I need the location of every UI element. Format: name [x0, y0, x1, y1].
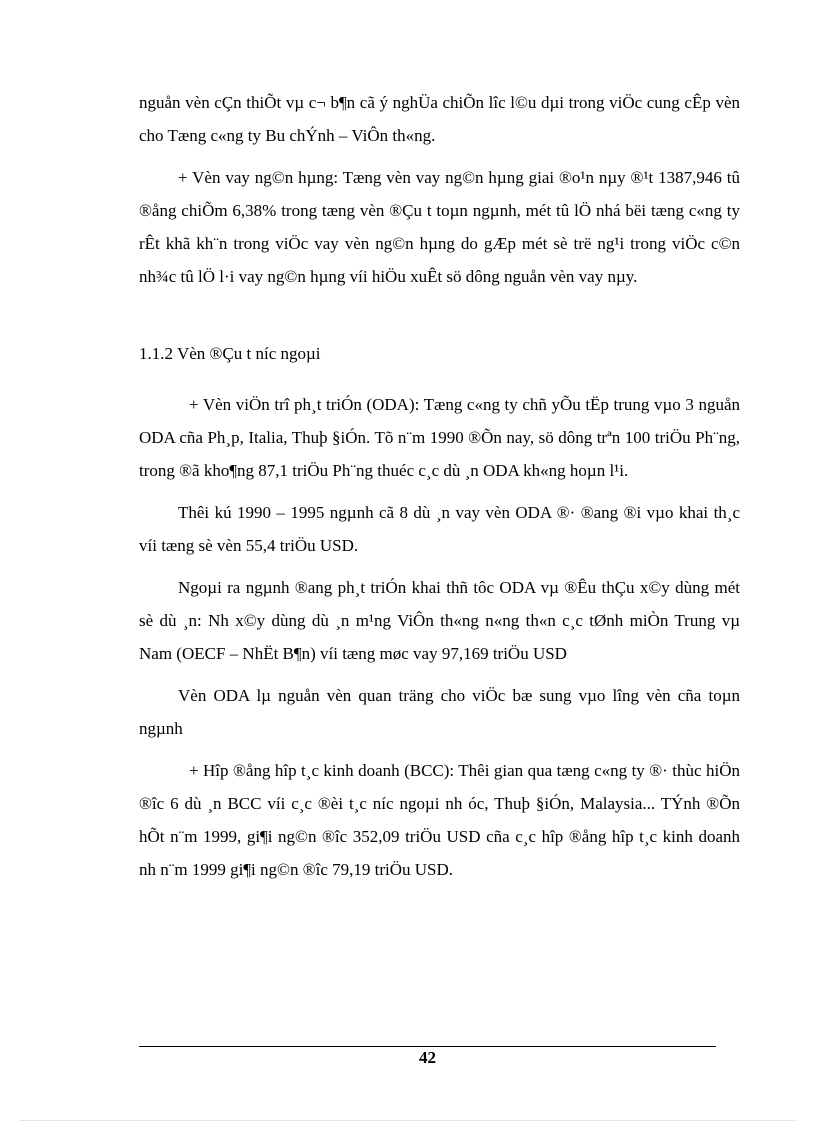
paragraph-bcc: + Hîp ®ång hîp t¸c kinh doanh (BCC): Thêi gian qua tæng c«ng ty ®· thùc hiÖn ®îc 6 dù ¸n BCC víi c¸c ®èi t¸c níc ngoµi nh óc, Thuþ §iÓn, Malaysia... TÝnh ®Õn hÕt n¨m 1999, gi¶i ng©n ®îc 352,09 triÖu USD cña c¸c hîp ®ång hîp t¸c kinh doanh nh n¨m 1999 gi¶i ng©n ®îc 79,19 triÖu USD.: [139, 761, 740, 879]
section-heading: 1.1.2 Vèn ®Çu t níc ngoµi: [139, 344, 321, 363]
footer-divider: [139, 1046, 716, 1047]
paragraph-bank-loans: + Vèn vay ng©n hµng: Tæng vèn vay ng©n hµng giai ®o¹n nµy ®¹t 1387,946 tû ®ång chiÕm 6,38% trong tæng vèn ®Çu t toµn ngµnh, mét tû lÖ nhá bëi tæng c«ng ty rÊt khã kh¨n trong viÖc vay vèn ng©n hµng do gÆp mét sè trë ng¹i trong viÖc c©n nh¾c tû lÖ l·i vay ng©n hµng víi hiÖu xuÊt sö dông nguån vèn vay nµy.: [139, 168, 740, 286]
paragraph-oda-procedures: Ngoµi ra ngµnh ®ang ph¸t triÓn khai thñ tôc ODA vµ ®Êu thÇu x©y dùng mét sè dù ¸n: Nh x©y dùng dù ¸n m¹ng ViÔn th«ng n«ng th«n c¸c tØnh miÒn Trung vµ Nam (OECF – NhËt B¶n) víi tæng møc vay 97,169 triÖu USD: [139, 578, 740, 663]
page-number: 42: [419, 1048, 436, 1067]
paragraph-oda-period: Thêi kú 1990 – 1995 ngµnh cã 8 dù ¸n vay vèn ODA ®· ®ang ®i vµo khai th¸c víi tæng sè vèn 55,4 triÖu USD.: [139, 503, 740, 555]
page-edge-divider: [20, 1120, 796, 1121]
paragraph-oda-importance: Vèn ODA lµ nguån vèn quan träng cho viÖc bæ sung vµo lîng vèn cña toµn ngµnh: [139, 686, 740, 738]
paragraph-oda: + Vèn viÖn trî ph¸t triÓn (ODA): Tæng c«ng ty chñ yÕu tËp trung vµo 3 nguån ODA cña Ph¸p, Italia, Thuþ §iÓn. Tõ n¨m 1990 ®Õn nay, sö dông trªn 100 triÖu Ph¨ng, trong ®ã kho¶ng 87,1 triÖu Ph¨ng thuéc c¸c dù ¸n ODA kh«ng hoµn l¹i.: [139, 395, 740, 480]
page-content: [139, 86, 740, 895]
paragraph-1: nguån vèn cÇn thiÕt vµ c¬ b¶n cã ý nghÜa chiÕn lîc l©u dµi trong viÖc cung cÊp vèn cho Tæng c«ng ty Bu chÝnh – ViÔn th«ng.: [139, 93, 740, 145]
